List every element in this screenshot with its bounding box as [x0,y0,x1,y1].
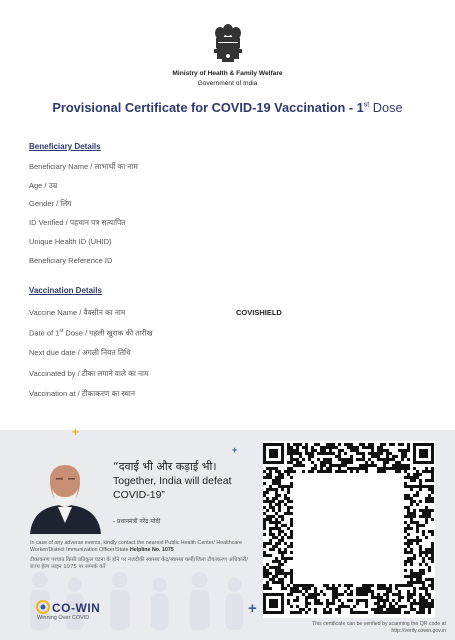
vaccine-name-value: COVISHIELD [236,308,282,317]
cowin-logo-icon [36,600,50,614]
adverse-event-contact: In case of any adverse events, kindly contact the nearest Public Health Center/ Healthcare Worker/District Immunization Officer/State Helpline No. 1075 [30,540,242,553]
next-due-label: Next due date / अगली नियत तिथि [29,348,131,357]
vaccinated-at-label: Vaccination at / टीकाकरण का स्थान [29,389,136,398]
qr-verify-note: This certificate can be verified by scanning the QR code at http://verify.cowin.gov.in [311,621,446,634]
age-label: Age / उम्र [29,181,58,190]
cowin-tagline: Winning Over COVID [37,615,90,621]
beneficiary-reference-label: Beneficiary Reference ID [29,256,113,265]
government-name: Government of India [197,80,258,87]
quote-hindi: “दवाई भी और कड़ाई भी। [113,460,217,473]
plus-decoration: + [248,600,257,617]
vaccination-heading: Vaccination Details [29,286,102,295]
id-verified-label: ID Verified / पहचान पत्र सत्यापित [29,218,126,227]
vaccine-name-label: Vaccine Name / वैक्सीन का नाम [29,308,126,317]
beneficiary-heading: Beneficiary Details [29,142,101,151]
cowin-logo: CO-WIN [52,601,101,615]
quote-english: Together, India will defeat COVID-19” [113,475,232,501]
pm-portrait [28,447,103,534]
certificate-title: Provisional Certificate for COVID-19 Vaccination - 1st Dose [52,100,403,115]
beneficiary-name-label: Beneficiary Name / लाभार्थी का नाम [29,162,138,171]
plus-decoration: + [232,445,238,455]
gender-label: Gender / लिंग [29,199,72,208]
vaccinated-by-label: Vaccinated by / टीका लगाने वाले का नाम [29,369,149,378]
plus-decoration: + [72,425,80,439]
qr-code-panel [263,441,435,618]
dose1-date-label: Date of 1st Dose / पहली खुराक की तारीख [29,328,153,338]
national-emblem-icon [210,22,246,66]
ministry-name: Ministry of Health & Family Welfare [172,70,283,77]
quote-attribution: - प्रधानमंत्री नरेंद्र मोदी [113,518,161,525]
adverse-event-contact-hindi: टीकाकरण पश्चात किसी प्रतिकूल घटना के होने पर नज़दीकी स्वास्थ्य केंद्र/स्वास्थ्य कर्मी/जिला टीकाकरण अधिकारी/राज्य हेल्प लाइन 1075 पर सम्पर्क करें [30,557,249,570]
uhid-label: Unique Health ID (UHID) [29,237,112,246]
qr-code [263,441,435,618]
